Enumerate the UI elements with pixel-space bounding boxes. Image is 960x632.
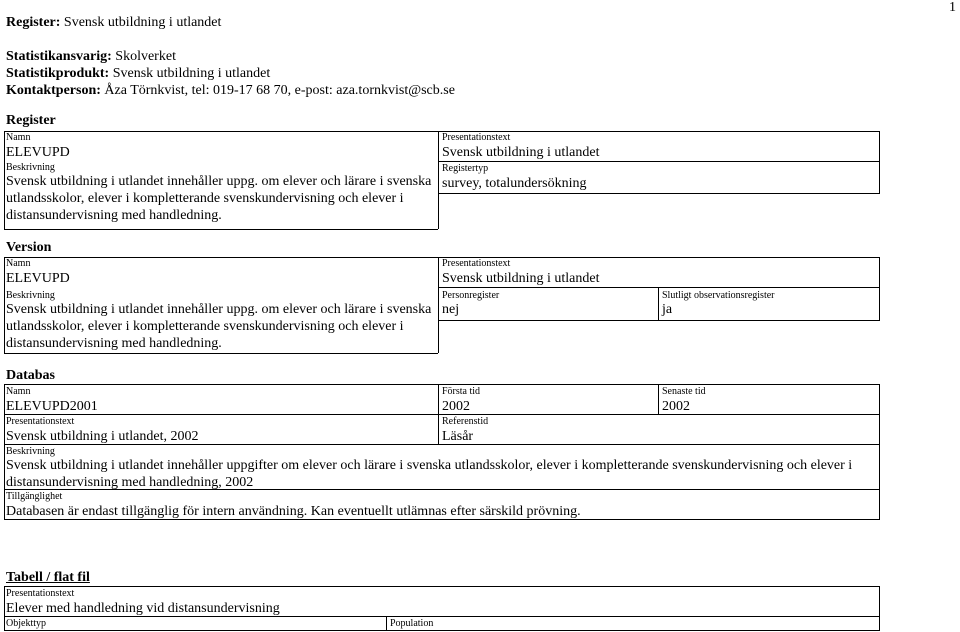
register-value: Svensk utbildning i utlandet xyxy=(63,15,222,30)
register-bottom-rule xyxy=(4,229,438,230)
version-right-separator xyxy=(438,287,880,288)
register-right-separator xyxy=(438,161,880,162)
header-register xyxy=(6,14,221,31)
databas-forsta-tid-value: 2002 xyxy=(442,399,470,414)
databas-senaste-tid-value: 2002 xyxy=(662,399,690,414)
kontaktperson-value: Åza Törnkvist, tel: 019-17 68 70, e-post: aza.tornkvist@scb.se xyxy=(104,83,455,98)
tabell-population-label: Population xyxy=(390,618,434,629)
version-namn-label: Namn xyxy=(6,258,31,269)
databas-referenstid-label: Referenstid xyxy=(442,416,489,427)
tabell-presentationstext-label: Presentationstext xyxy=(6,588,75,599)
version-right-divider xyxy=(658,287,659,321)
databas-forsta-tid-label: Första tid xyxy=(442,386,481,397)
register-heading: Register xyxy=(6,113,56,128)
header-statistikansvarig xyxy=(6,48,176,65)
version-personregister-value: nej xyxy=(442,302,460,317)
register-namn-value: ELEVUPD xyxy=(6,145,70,160)
register-presentationstext-label: Presentationstext xyxy=(442,132,511,143)
header-kontaktperson xyxy=(6,82,455,99)
databas-namn-value: ELEVUPD2001 xyxy=(6,399,98,414)
register-left-rule xyxy=(4,131,5,229)
register-top-rule xyxy=(4,131,438,132)
databas-heading: Databas xyxy=(6,368,56,383)
register-presentationstext-value: Svensk utbildning i utlandet xyxy=(442,145,600,160)
version-heading: Version xyxy=(6,240,52,255)
register-beskrivning-value: Svensk utbildning i utlandet innehåller uppg. om elever och lärare i svenska utlandsskolor, elever i kompletterande svenskundervisning och elever i distansundervisning med handledning. xyxy=(6,174,432,223)
databas-divider-2 xyxy=(658,384,659,414)
version-top-rule xyxy=(4,257,438,258)
databas-beskrivning-value: Svensk utbildning i utlandet innehåller uppgifter om elever och lärare i svenska utlandsskolor, elever i kompletterande svenskundervisning och elever i distansundervisning med handledning, 2002 xyxy=(6,458,853,490)
version-beskrivning-value: Svensk utbildning i utlandet innehåller uppg. om elever och lärare i svenska utlandsskolor, elever i kompletterande svenskundervisning och elever i distansundervisning med handledning. xyxy=(6,302,432,351)
version-slutligt-value: ja xyxy=(662,302,673,317)
tabell-objekttyp-label: Objekttyp xyxy=(6,618,46,629)
register-label: Register: xyxy=(6,15,61,30)
kontaktperson-label: Kontaktperson: xyxy=(6,83,101,98)
page-number: 1 xyxy=(949,0,956,15)
databas-presentationstext-label: Presentationstext xyxy=(6,416,75,427)
register-beskrivning-label: Beskrivning xyxy=(6,162,55,173)
version-presentationstext-value: Svensk utbildning i utlandet xyxy=(442,271,600,286)
databas-presentationstext-value: Svensk utbildning i utlandet, 2002 xyxy=(6,429,199,444)
version-slutligt-label: Slutligt observationsregister xyxy=(662,290,775,301)
tabell-col-divider xyxy=(386,616,387,631)
statistikansvarig-value: Skolverket xyxy=(115,49,176,64)
header-statistikprodukt xyxy=(6,65,270,82)
tabell-presentationstext-value: Elever med handledning vid distansundervisning xyxy=(6,601,280,616)
statistikprodukt-value: Svensk utbildning i utlandet xyxy=(112,66,271,81)
tabell-heading: Tabell / flat fil xyxy=(6,570,90,585)
databas-tillganglighet-label: Tillgänglighet xyxy=(6,491,63,502)
register-namn-label: Namn xyxy=(6,132,31,143)
version-bottom-rule xyxy=(4,353,438,354)
databas-referenstid-value: Läsår xyxy=(442,429,474,444)
version-presentationstext-label: Presentationstext xyxy=(442,258,511,269)
databas-namn-label: Namn xyxy=(6,386,31,397)
statistikansvarig-label: Statistikansvarig: xyxy=(6,49,112,64)
version-personregister-label: Personregister xyxy=(442,290,500,301)
version-namn-value: ELEVUPD xyxy=(6,271,70,286)
databas-tillganglighet-value: Databasen är endast tillgänglig för intern användning. Kan eventuellt utlämnas efter särskild prövning. xyxy=(6,504,581,519)
register-registertyp-label: Registertyp xyxy=(442,163,489,174)
databas-beskrivning-label: Beskrivning xyxy=(6,446,55,457)
databas-senaste-tid-label: Senaste tid xyxy=(662,386,706,397)
register-registertyp-value: survey, totalundersökning xyxy=(442,176,587,191)
version-beskrivning-label: Beskrivning xyxy=(6,290,55,301)
version-left-rule xyxy=(4,257,5,353)
statistikprodukt-label: Statistikprodukt: xyxy=(6,66,110,81)
